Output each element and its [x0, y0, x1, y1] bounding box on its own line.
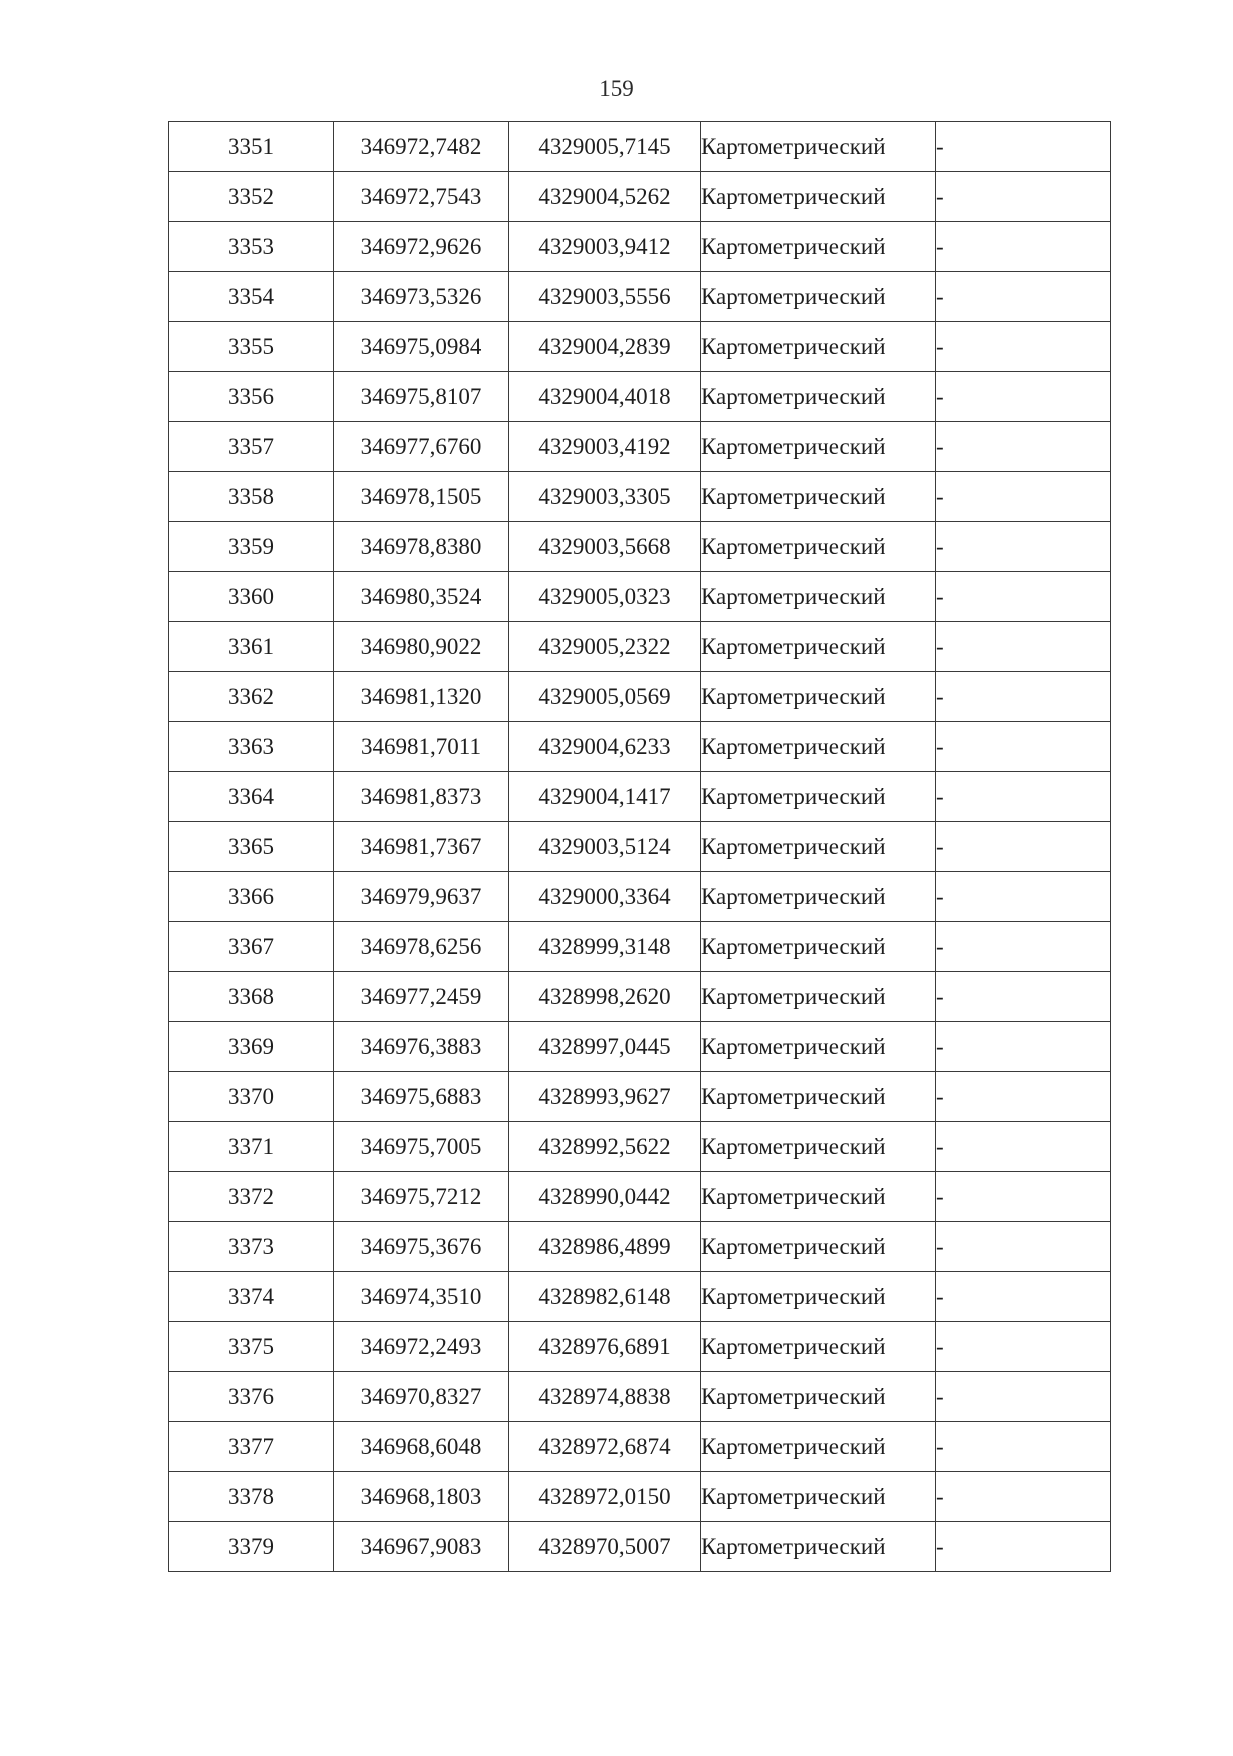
y-coordinate-cell: 4328986,4899 [509, 1222, 701, 1272]
table-row [169, 1472, 1111, 1522]
point-number-cell: 3376 [169, 1372, 334, 1422]
y-coordinate-cell: 4328998,2620 [509, 972, 701, 1022]
x-coordinate-cell: 346981,8373 [334, 772, 509, 822]
page-number: 159 [599, 76, 634, 101]
y-coordinate-cell: 4329005,0323 [509, 572, 701, 622]
method-cell: Картометрический [701, 672, 936, 722]
method-cell: Картометрический [701, 1522, 936, 1572]
point-number-cell: 3352 [169, 172, 334, 222]
method-cell: Картометрический [701, 272, 936, 322]
x-coordinate-cell: 346976,3883 [334, 1022, 509, 1072]
table-row [169, 1422, 1111, 1472]
method-cell: Картометрический [701, 472, 936, 522]
table-row [169, 572, 1111, 622]
table-row [169, 272, 1111, 322]
x-coordinate-cell: 346975,0984 [334, 322, 509, 372]
accuracy-cell: - [936, 122, 1111, 172]
table-row [169, 972, 1111, 1022]
method-cell: Картометрический [701, 772, 936, 822]
x-coordinate-cell: 346979,9637 [334, 872, 509, 922]
method-cell: Картометрический [701, 1022, 936, 1072]
table-row [169, 522, 1111, 572]
point-number-cell: 3379 [169, 1522, 334, 1572]
table-row [169, 872, 1111, 922]
method-cell: Картометрический [701, 122, 936, 172]
accuracy-cell: - [936, 1522, 1111, 1572]
point-number-cell: 3367 [169, 922, 334, 972]
accuracy-cell: - [936, 472, 1111, 522]
x-coordinate-cell: 346972,2493 [334, 1322, 509, 1372]
method-cell: Картометрический [701, 422, 936, 472]
method-cell: Картометрический [701, 1272, 936, 1322]
table-row [169, 472, 1111, 522]
table-row [169, 822, 1111, 872]
point-number-cell: 3354 [169, 272, 334, 322]
x-coordinate-cell: 346975,3676 [334, 1222, 509, 1272]
table-row [169, 1322, 1111, 1372]
y-coordinate-cell: 4328990,0442 [509, 1172, 701, 1222]
accuracy-cell: - [936, 1272, 1111, 1322]
accuracy-cell: - [936, 1072, 1111, 1122]
method-cell: Картометрический [701, 1372, 936, 1422]
method-cell: Картометрический [701, 172, 936, 222]
point-number-cell: 3358 [169, 472, 334, 522]
x-coordinate-cell: 346972,9626 [334, 222, 509, 272]
point-number-cell: 3363 [169, 722, 334, 772]
accuracy-cell: - [936, 722, 1111, 772]
method-cell: Картометрический [701, 522, 936, 572]
accuracy-cell: - [936, 1222, 1111, 1272]
method-cell: Картометрический [701, 222, 936, 272]
accuracy-cell: - [936, 1322, 1111, 1372]
method-cell: Картометрический [701, 972, 936, 1022]
x-coordinate-cell: 346974,3510 [334, 1272, 509, 1322]
y-coordinate-cell: 4328974,8838 [509, 1372, 701, 1422]
accuracy-cell: - [936, 672, 1111, 722]
x-coordinate-cell: 346972,7482 [334, 122, 509, 172]
table-row [169, 222, 1111, 272]
y-coordinate-cell: 4328982,6148 [509, 1272, 701, 1322]
accuracy-cell: - [936, 922, 1111, 972]
accuracy-cell: - [936, 372, 1111, 422]
y-coordinate-cell: 4329005,7145 [509, 122, 701, 172]
point-number-cell: 3359 [169, 522, 334, 572]
accuracy-cell: - [936, 1172, 1111, 1222]
accuracy-cell: - [936, 522, 1111, 572]
method-cell: Картометрический [701, 722, 936, 772]
point-number-cell: 3378 [169, 1472, 334, 1522]
method-cell: Картометрический [701, 1472, 936, 1522]
x-coordinate-cell: 346980,3524 [334, 572, 509, 622]
y-coordinate-cell: 4329003,3305 [509, 472, 701, 522]
table-row [169, 422, 1111, 472]
accuracy-cell: - [936, 972, 1111, 1022]
y-coordinate-cell: 4328972,6874 [509, 1422, 701, 1472]
y-coordinate-cell: 4329005,2322 [509, 622, 701, 672]
point-number-cell: 3366 [169, 872, 334, 922]
table-row [169, 1072, 1111, 1122]
y-coordinate-cell: 4329004,4018 [509, 372, 701, 422]
accuracy-cell: - [936, 572, 1111, 622]
point-number-cell: 3377 [169, 1422, 334, 1472]
method-cell: Картометрический [701, 1072, 936, 1122]
accuracy-cell: - [936, 1422, 1111, 1472]
table-row [169, 1272, 1111, 1322]
point-number-cell: 3370 [169, 1072, 334, 1122]
y-coordinate-cell: 4328999,3148 [509, 922, 701, 972]
y-coordinate-cell: 4328993,9627 [509, 1072, 701, 1122]
x-coordinate-cell: 346981,7011 [334, 722, 509, 772]
accuracy-cell: - [936, 772, 1111, 822]
table-row [169, 1172, 1111, 1222]
method-cell: Картометрический [701, 872, 936, 922]
accuracy-cell: - [936, 872, 1111, 922]
y-coordinate-cell: 4329003,5556 [509, 272, 701, 322]
method-cell: Картометрический [701, 1122, 936, 1172]
y-coordinate-cell: 4329004,2839 [509, 322, 701, 372]
x-coordinate-cell: 346968,6048 [334, 1422, 509, 1472]
x-coordinate-cell: 346970,8327 [334, 1372, 509, 1422]
point-number-cell: 3368 [169, 972, 334, 1022]
accuracy-cell: - [936, 1022, 1111, 1072]
x-coordinate-cell: 346978,8380 [334, 522, 509, 572]
point-number-cell: 3375 [169, 1322, 334, 1372]
accuracy-cell: - [936, 622, 1111, 672]
y-coordinate-cell: 4328976,6891 [509, 1322, 701, 1372]
point-number-cell: 3364 [169, 772, 334, 822]
x-coordinate-cell: 346978,1505 [334, 472, 509, 522]
y-coordinate-cell: 4329000,3364 [509, 872, 701, 922]
table-row [169, 1022, 1111, 1072]
accuracy-cell: - [936, 1122, 1111, 1172]
method-cell: Картометрический [701, 322, 936, 372]
point-number-cell: 3356 [169, 372, 334, 422]
method-cell: Картометрический [701, 1172, 936, 1222]
y-coordinate-cell: 4328970,5007 [509, 1522, 701, 1572]
table-row [169, 322, 1111, 372]
table-row [169, 1522, 1111, 1572]
method-cell: Картометрический [701, 1322, 936, 1372]
table-row [169, 122, 1111, 172]
table-row [169, 1122, 1111, 1172]
x-coordinate-cell: 346978,6256 [334, 922, 509, 972]
y-coordinate-cell: 4328972,0150 [509, 1472, 701, 1522]
y-coordinate-cell: 4329004,1417 [509, 772, 701, 822]
point-number-cell: 3360 [169, 572, 334, 622]
point-number-cell: 3373 [169, 1222, 334, 1272]
method-cell: Картометрический [701, 1222, 936, 1272]
y-coordinate-cell: 4329003,4192 [509, 422, 701, 472]
y-coordinate-cell: 4329003,5124 [509, 822, 701, 872]
accuracy-cell: - [936, 1372, 1111, 1422]
table-row [169, 172, 1111, 222]
method-cell: Картометрический [701, 572, 936, 622]
method-cell: Картометрический [701, 622, 936, 672]
accuracy-cell: - [936, 322, 1111, 372]
x-coordinate-cell: 346977,6760 [334, 422, 509, 472]
y-coordinate-cell: 4328997,0445 [509, 1022, 701, 1072]
table-row [169, 1372, 1111, 1422]
y-coordinate-cell: 4329004,6233 [509, 722, 701, 772]
point-number-cell: 3355 [169, 322, 334, 372]
x-coordinate-cell: 346975,6883 [334, 1072, 509, 1122]
y-coordinate-cell: 4329003,5668 [509, 522, 701, 572]
x-coordinate-cell: 346977,2459 [334, 972, 509, 1022]
accuracy-cell: - [936, 422, 1111, 472]
y-coordinate-cell: 4329003,9412 [509, 222, 701, 272]
x-coordinate-cell: 346975,8107 [334, 372, 509, 422]
table-row [169, 1222, 1111, 1272]
point-number-cell: 3351 [169, 122, 334, 172]
point-number-cell: 3369 [169, 1022, 334, 1072]
x-coordinate-cell: 346975,7212 [334, 1172, 509, 1222]
x-coordinate-cell: 346981,7367 [334, 822, 509, 872]
method-cell: Картометрический [701, 372, 936, 422]
table-row [169, 672, 1111, 722]
accuracy-cell: - [936, 1472, 1111, 1522]
method-cell: Картометрический [701, 822, 936, 872]
x-coordinate-cell: 346973,5326 [334, 272, 509, 322]
point-number-cell: 3353 [169, 222, 334, 272]
point-number-cell: 3371 [169, 1122, 334, 1172]
accuracy-cell: - [936, 172, 1111, 222]
x-coordinate-cell: 346981,1320 [334, 672, 509, 722]
point-number-cell: 3365 [169, 822, 334, 872]
accuracy-cell: - [936, 272, 1111, 322]
table-row [169, 372, 1111, 422]
x-coordinate-cell: 346967,9083 [334, 1522, 509, 1572]
point-number-cell: 3374 [169, 1272, 334, 1322]
y-coordinate-cell: 4328992,5622 [509, 1122, 701, 1172]
method-cell: Картометрический [701, 922, 936, 972]
y-coordinate-cell: 4329005,0569 [509, 672, 701, 722]
x-coordinate-cell: 346975,7005 [334, 1122, 509, 1172]
x-coordinate-cell: 346972,7543 [334, 172, 509, 222]
point-number-cell: 3361 [169, 622, 334, 672]
coordinates-table-body [169, 122, 1111, 1572]
coordinates-table [168, 121, 1111, 1572]
table-row [169, 722, 1111, 772]
table-row [169, 622, 1111, 672]
accuracy-cell: - [936, 822, 1111, 872]
x-coordinate-cell: 346968,1803 [334, 1472, 509, 1522]
point-number-cell: 3357 [169, 422, 334, 472]
table-row [169, 922, 1111, 972]
x-coordinate-cell: 346980,9022 [334, 622, 509, 672]
point-number-cell: 3362 [169, 672, 334, 722]
method-cell: Картометрический [701, 1422, 936, 1472]
accuracy-cell: - [936, 222, 1111, 272]
point-number-cell: 3372 [169, 1172, 334, 1222]
y-coordinate-cell: 4329004,5262 [509, 172, 701, 222]
table-row [169, 772, 1111, 822]
